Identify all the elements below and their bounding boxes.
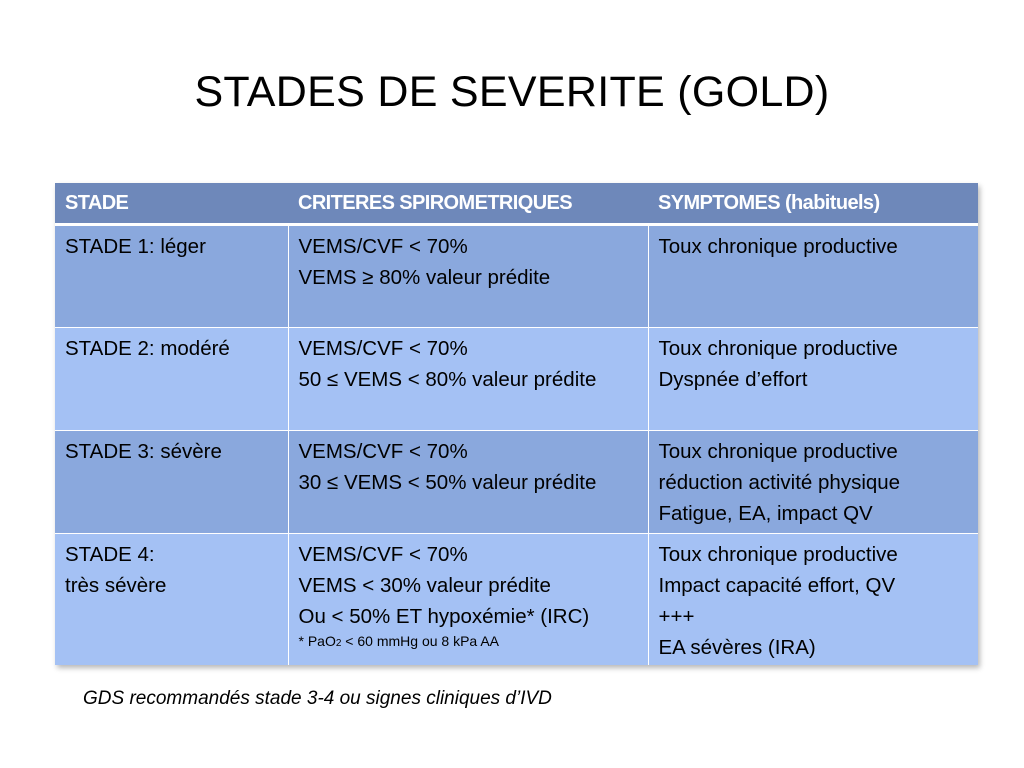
pao2-note (299, 632, 638, 653)
cell-line: très sévère (65, 574, 167, 597)
note-prefix: * PaO (298, 633, 336, 649)
cell-line: STADE 2: modéré (65, 337, 230, 360)
note-suffix: < 60 mmHg ou 8 kPa AA (341, 633, 500, 649)
cell-stade (55, 431, 288, 534)
gold-stages-table (55, 183, 978, 665)
header-criteres: CRITERES SPIROMETRIQUES (288, 183, 648, 225)
cell-line: VEMS/CVF < 70% (298, 543, 468, 566)
cell-line: Toux chronique productive (658, 440, 898, 463)
cell-line: Toux chronique productive (658, 543, 898, 566)
cell-line: STADE 3: sévère (65, 440, 222, 463)
cell-line: VEMS/CVF < 70% (298, 235, 468, 258)
footnote: GDS recommandés stade 3-4 ou signes cliniques d’IVD (83, 688, 552, 709)
cell-line: VEMS/CVF < 70% (298, 440, 468, 463)
cell-line: Dyspnée d’effort (658, 368, 808, 391)
note-subscript: 2 (335, 638, 342, 649)
cell-criteres (288, 328, 648, 431)
cell-stade (55, 328, 288, 431)
cell-line: Impact capacité effort, QV (658, 574, 896, 597)
cell-line: 50 ≤ VEMS < 80% valeur prédite (298, 368, 597, 391)
cell-criteres (288, 534, 648, 666)
cell-line: +++ (658, 605, 695, 628)
table-row-stade-2 (55, 328, 978, 431)
cell-line: STADE 4: (65, 543, 155, 566)
table-header-row (55, 183, 978, 225)
cell-symptomes (648, 534, 978, 666)
cell-line: VEMS/CVF < 70% (298, 337, 468, 360)
cell-line: VEMS ≥ 80% valeur prédite (298, 266, 551, 289)
cell-line: VEMS < 30% valeur prédite (298, 574, 551, 597)
cell-line: réduction activité physique (658, 471, 901, 494)
cell-criteres (288, 431, 648, 534)
cell-line: STADE 1: léger (65, 235, 206, 258)
slide-title: STADES DE SEVERITE (GOLD) (194, 68, 830, 116)
cell-stade (55, 534, 288, 666)
header-stade: STADE (55, 183, 288, 225)
cell-symptomes (648, 225, 978, 328)
cell-line: 30 ≤ VEMS < 50% valeur prédite (298, 471, 597, 494)
table-row-stade-1 (55, 225, 978, 328)
table-row-stade-4 (55, 534, 978, 666)
header-symptomes: SYMPTOMES (habituels) (648, 183, 978, 225)
cell-line: Ou < 50% ET hypoxémie* (IRC) (298, 605, 590, 628)
cell-line: Toux chronique productive (658, 337, 898, 360)
cell-line: EA sévères (IRA) (658, 636, 816, 659)
cell-symptomes (648, 328, 978, 431)
cell-stade (55, 225, 288, 328)
cell-criteres (288, 225, 648, 328)
cell-symptomes (648, 431, 978, 534)
table-row-stade-3 (55, 431, 978, 534)
cell-line: Toux chronique productive (658, 235, 898, 258)
cell-line: Fatigue, EA, impact QV (658, 502, 873, 525)
